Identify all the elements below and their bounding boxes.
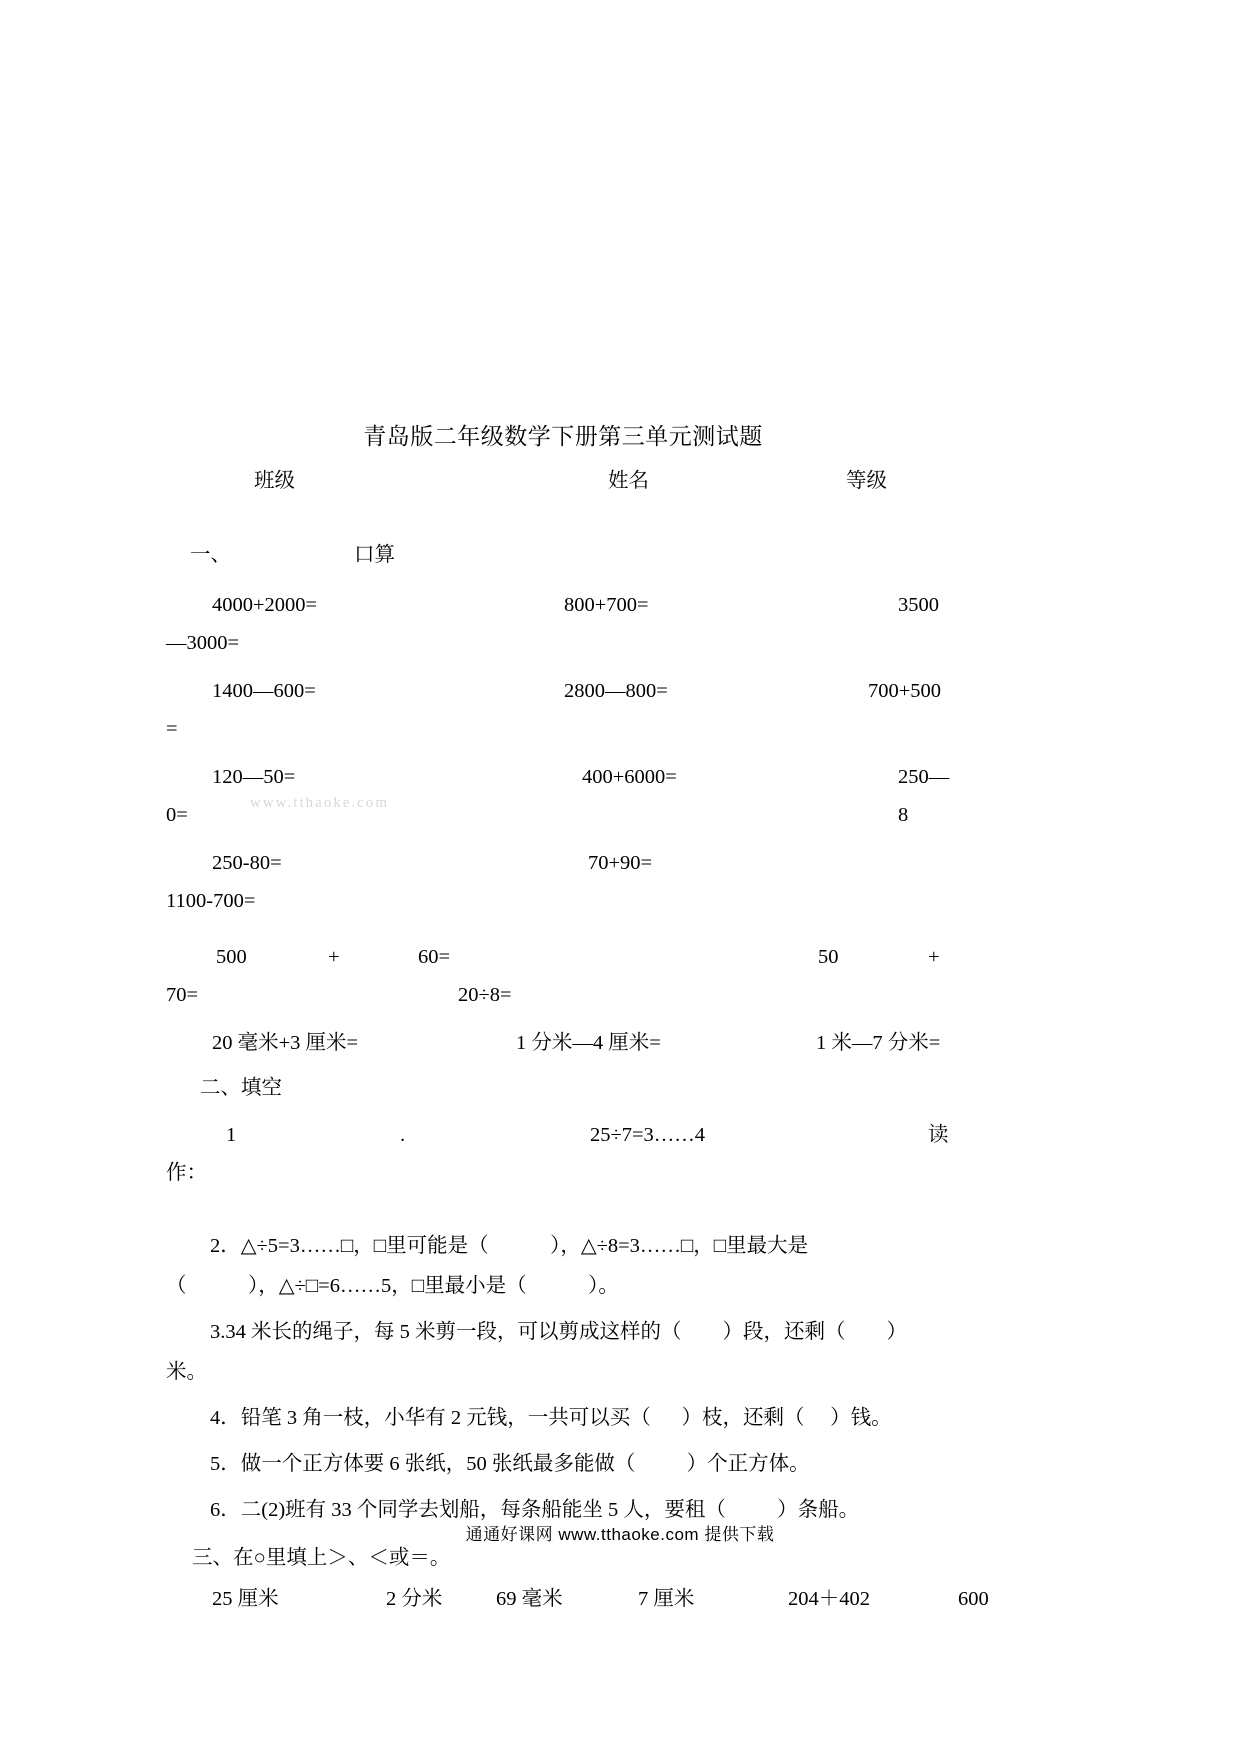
calc-wrap: =	[166, 718, 178, 740]
calc-row	[168, 844, 958, 882]
fill-q6: 6．二(2)班有 33 个同学去划船，每条船能坐 5 人，要租（ ）条船。	[210, 1499, 860, 1521]
calc-row	[168, 938, 958, 976]
calc-item: 3500	[898, 594, 939, 616]
calc-item: 20 毫米+3 厘米=	[212, 1032, 359, 1054]
calc-item: 1400—600=	[212, 680, 316, 702]
compare-row	[168, 1580, 989, 1618]
calc-item: 60=	[418, 946, 451, 968]
calc-item: 120—50=	[212, 766, 296, 788]
calc-item: 1 分米—4 厘米=	[516, 1032, 661, 1054]
student-info-row	[168, 462, 958, 500]
page-footer: 通通好课网 www.tthaoke.com 提供下载	[465, 1525, 775, 1544]
compare-item: 25 厘米	[212, 1588, 279, 1610]
grade-blank-row	[168, 500, 958, 534]
grade-label: 等级	[846, 470, 887, 492]
fill-q2-line2: （ ），△÷□=6……5，□里最小是（ ）。	[166, 1275, 619, 1297]
fill-q3-line1: 3.34 米长的绳子，每 5 米剪一段，可以剪成这样的（ ）段，还剩（ ）	[210, 1321, 907, 1343]
q1-read-label: 读	[928, 1124, 949, 1146]
calc-row	[168, 586, 958, 624]
calc-wrap: 0=	[166, 804, 188, 826]
calc-item: 250-80=	[212, 852, 282, 874]
compare-item: 600	[958, 1588, 989, 1610]
section1-heading: 口算	[354, 544, 395, 566]
calc-wrap-row	[168, 976, 958, 1014]
calc-row	[168, 672, 958, 710]
calc-item: 250—8	[898, 766, 950, 826]
fill-q2-line1: 2．△÷5=3……□，□里可能是（ ），△÷8=3……□，□里最大是	[210, 1235, 809, 1257]
calc-item: 50	[818, 946, 839, 968]
q1-dot: .	[400, 1124, 406, 1146]
q1-read-wrap: 作：	[166, 1162, 207, 1184]
calc-wrap: 1100-700=	[166, 890, 256, 912]
calc-item: 500	[216, 946, 247, 968]
compare-item: 2 分米	[386, 1588, 443, 1610]
fill-q5: 5．做一个正方体要 6 张纸，50 张纸最多能做（ ）个正方体。	[210, 1453, 810, 1475]
fill-q4: 4．铅笔 3 角一枝，小华有 2 元钱，一共可以买（ ）枝，还剩（ ）钱。	[210, 1407, 892, 1429]
compare-item: 7 厘米	[638, 1588, 695, 1610]
q1-expression: 25÷7=3……4	[590, 1124, 706, 1146]
page-title: 青岛版二年级数学下册第三单元测试题	[363, 424, 763, 449]
calc-item: 2800—800=	[564, 680, 668, 702]
compare-item: 69 毫米	[496, 1588, 563, 1610]
q1-number: 1	[226, 1124, 237, 1146]
section3-heading: 三、在○里填上＞、＜或＝。	[192, 1547, 451, 1569]
calc-row	[168, 1024, 958, 1062]
calc-wrap: 70=	[166, 984, 199, 1006]
calc-item: 4000+2000=	[212, 594, 318, 616]
calc-wrap: —3000=	[166, 632, 240, 654]
calc-item: 20÷8=	[458, 984, 512, 1006]
calc-item: 700+500	[868, 680, 942, 702]
fill-q1-row	[168, 1116, 958, 1154]
calc-item: 800+700=	[564, 594, 649, 616]
section1-heading-row	[168, 534, 958, 578]
name-label: 姓名	[608, 470, 649, 492]
calc-item: 1 米—7 分米=	[816, 1032, 941, 1054]
fill-q3-line2: 米。	[166, 1361, 207, 1383]
calc-operator: +	[328, 946, 340, 968]
calc-item: 400+6000=	[582, 766, 677, 788]
calc-item: 70+90=	[588, 852, 653, 874]
document-body	[166, 420, 989, 1618]
section2-heading: 二、填空	[200, 1077, 282, 1099]
section1-number: 一、	[190, 544, 231, 566]
watermark-text: www.tthaoke.com	[250, 795, 389, 811]
compare-item: 204＋402	[788, 1588, 870, 1610]
class-label: 班级	[254, 470, 295, 492]
calc-operator: +	[928, 946, 940, 968]
